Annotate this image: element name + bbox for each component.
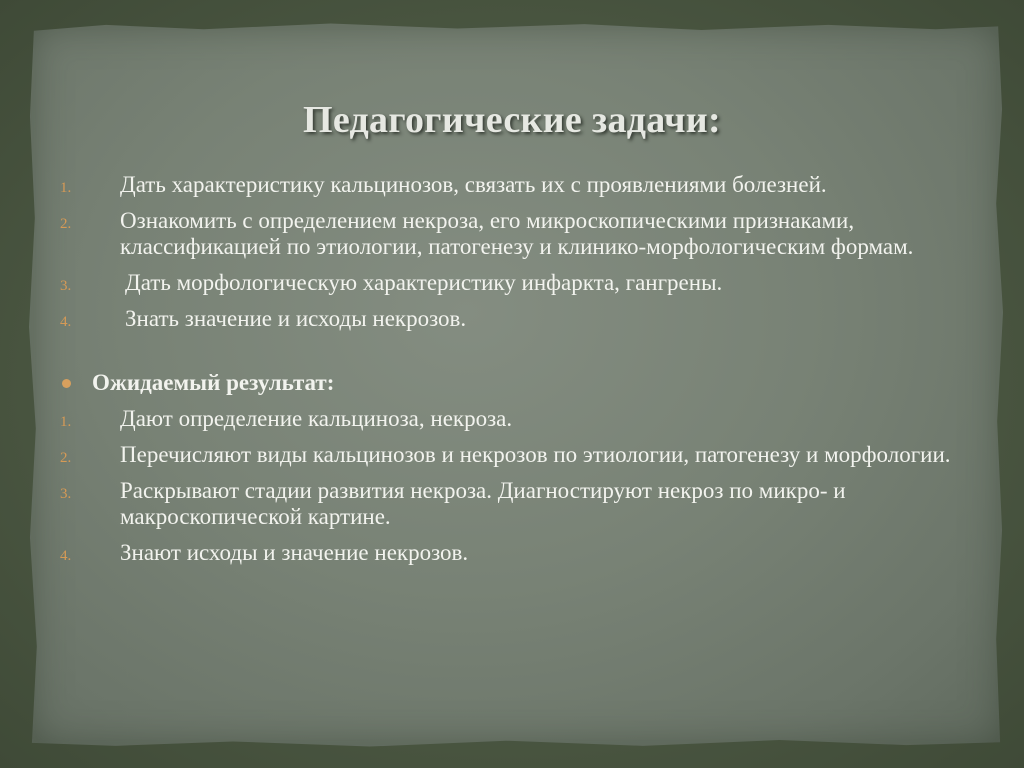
task-item-4	[60, 306, 960, 332]
expected-result-heading	[60, 370, 960, 396]
list-number: 3.	[60, 278, 72, 294]
result-text: Перечисляют виды кальцинозов и некрозов по этиологии, патогенезу и морфологии.	[120, 442, 951, 467]
task-text: Знать значение и исходы некрозов.	[125, 306, 467, 331]
list-number: 2.	[60, 216, 72, 232]
list-number: 4.	[60, 548, 72, 564]
slide-content	[60, 172, 960, 576]
result-item-1	[60, 406, 960, 432]
list-number: 1.	[60, 414, 72, 430]
result-text: Дают определение кальциноза, некроза.	[120, 406, 513, 431]
result-item-2	[60, 442, 960, 468]
slide-title: Педагогические задачи:	[303, 99, 721, 141]
task-text: Дать морфологическую характеристику инфаркта, гангрены.	[125, 270, 723, 295]
result-item-4	[60, 540, 960, 566]
list-number: 4.	[60, 314, 72, 330]
list-number: 1.	[60, 180, 72, 196]
task-text: Ознакомить с определением некроза, его микроскопическими признаками, классификацией по этиологии, патогенезу и клинико-морфологическим формам.	[120, 208, 914, 259]
task-item-3	[60, 270, 960, 296]
list-number: 2.	[60, 450, 72, 466]
bullet-icon	[62, 379, 71, 388]
expected-heading-text: Ожидаемый результат:	[92, 370, 335, 395]
result-text: Раскрывают стадии развития некроза. Диагностируют некроз по микро- и макроскопической картине.	[120, 478, 846, 529]
result-text: Знают исходы и значение некрозов.	[120, 540, 469, 565]
section-spacer	[60, 342, 960, 370]
list-number: 3.	[60, 486, 72, 502]
task-item-2	[60, 208, 960, 260]
task-text: Дать характеристику кальцинозов, связать их с проявлениями болезней.	[120, 172, 827, 197]
task-item-1	[60, 172, 960, 198]
result-item-3	[60, 478, 960, 530]
